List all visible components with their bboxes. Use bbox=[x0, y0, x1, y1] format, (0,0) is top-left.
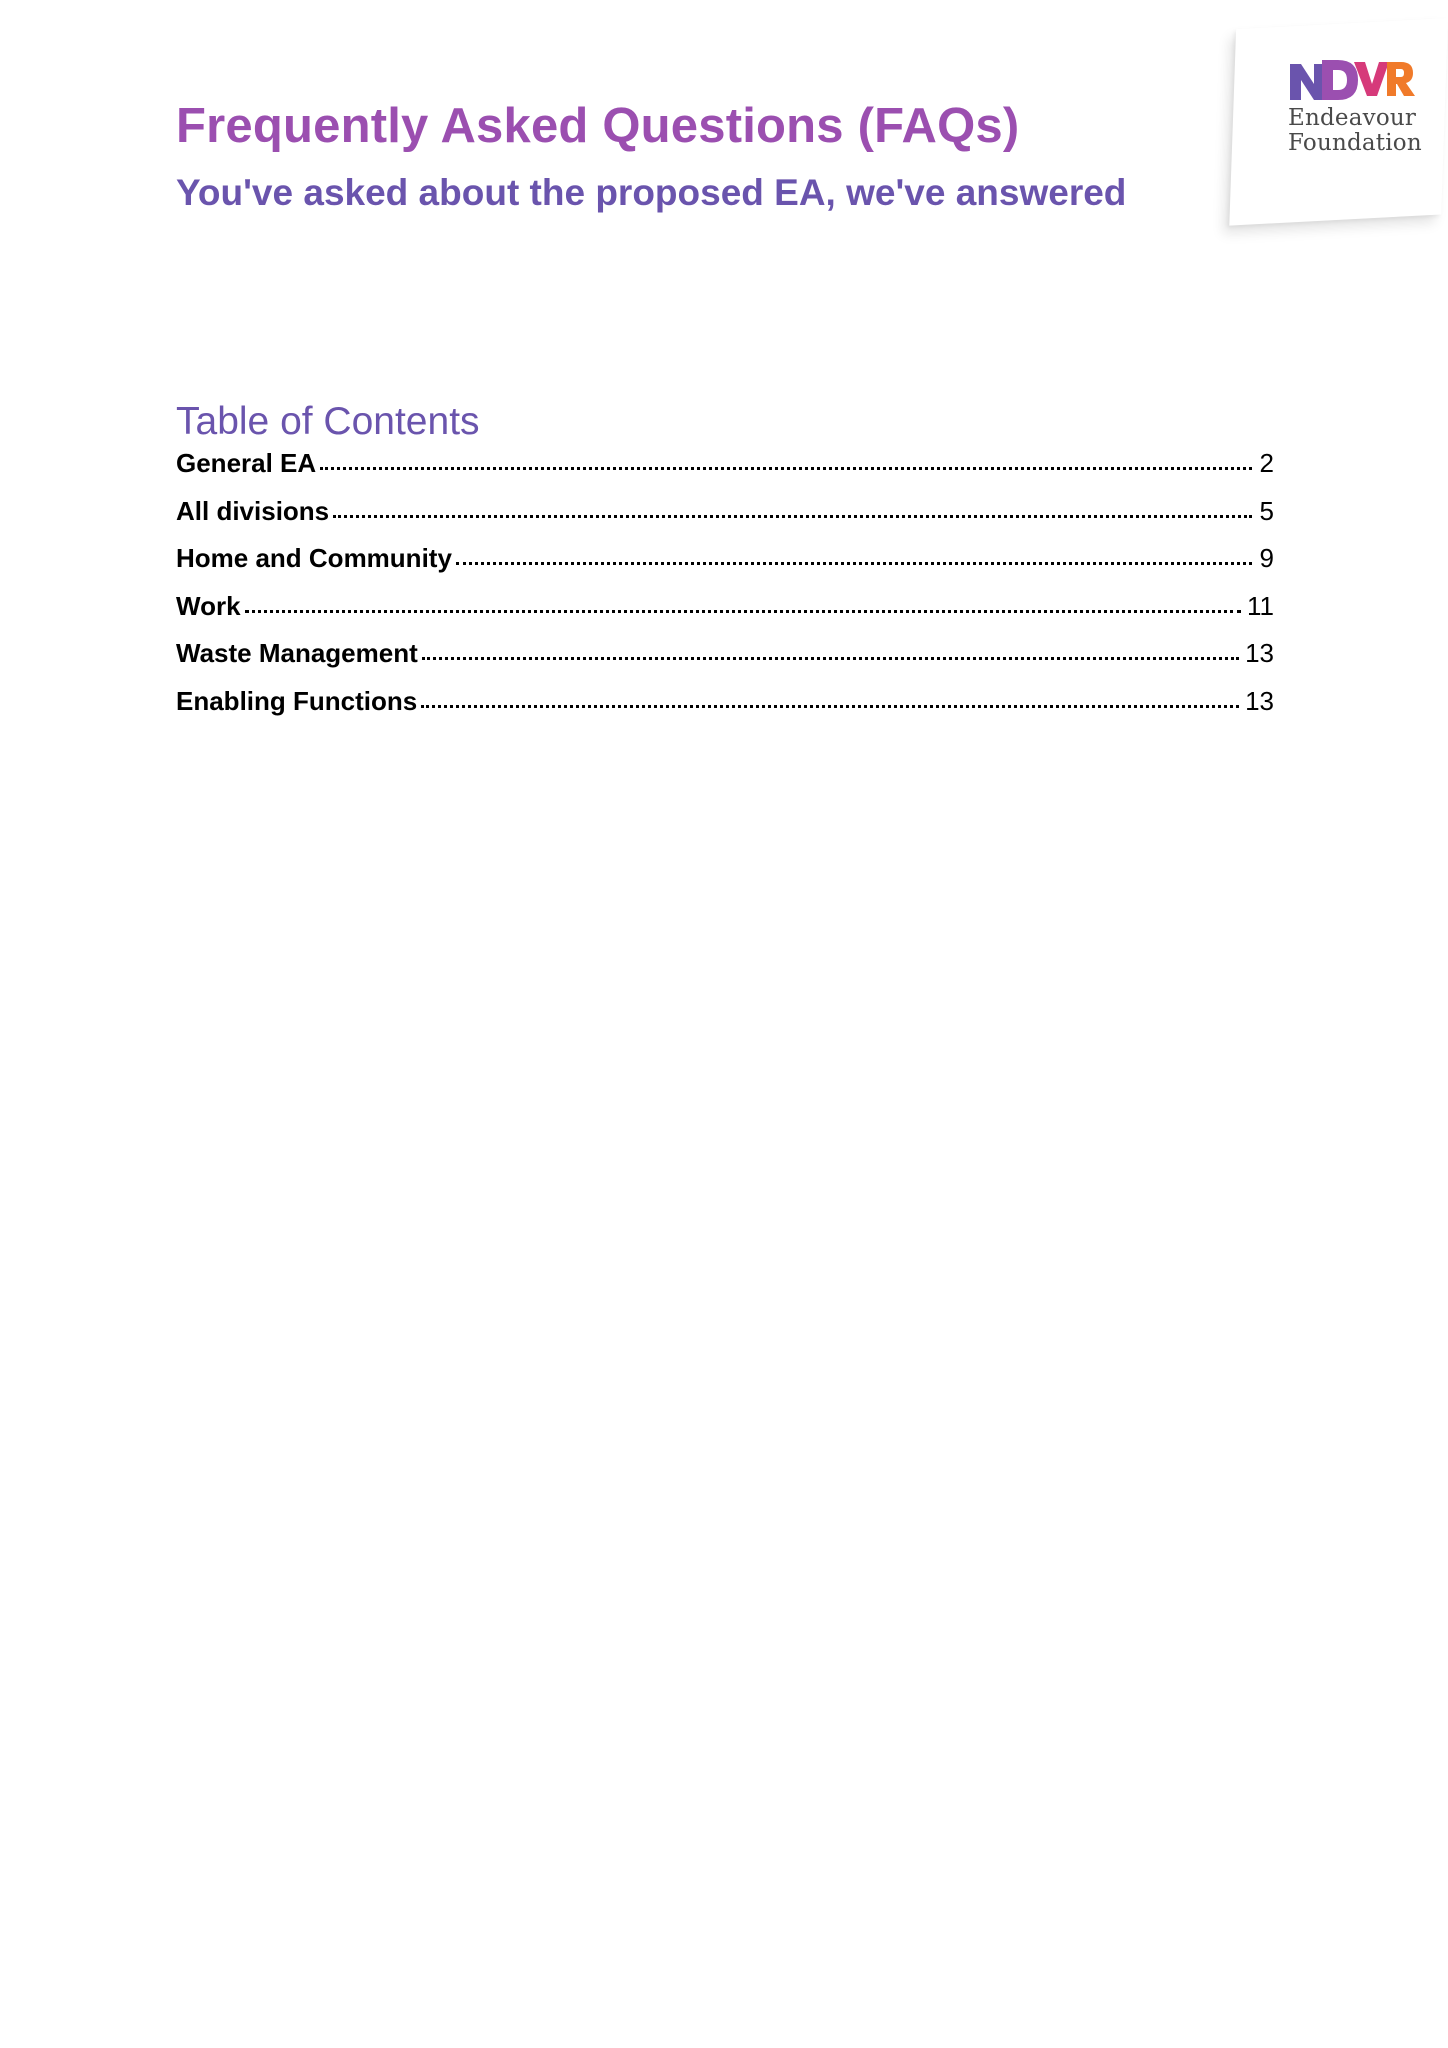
toc-dot-leader bbox=[422, 657, 1239, 660]
toc-dot-leader bbox=[320, 467, 1252, 470]
toc-entry-page: 13 bbox=[1245, 638, 1274, 669]
toc-entry-label: All divisions bbox=[176, 495, 330, 526]
toc-entry-work[interactable] bbox=[176, 591, 1274, 639]
toc-dot-leader bbox=[421, 705, 1239, 708]
toc-entry-page: 2 bbox=[1259, 448, 1274, 478]
toc-entry-label: Home and Community bbox=[176, 543, 452, 574]
logo-line-2: Foundation bbox=[1288, 130, 1422, 156]
toc-entry-page: 9 bbox=[1259, 543, 1274, 574]
toc-entry-page: 11 bbox=[1247, 590, 1274, 621]
toc-entry-home-and-community[interactable] bbox=[176, 543, 1274, 591]
toc-entry-label: Waste Management bbox=[176, 638, 418, 669]
toc-heading: Table of Contents bbox=[176, 400, 480, 443]
logo-line-1: Endeavour bbox=[1288, 105, 1417, 131]
toc-entry-page: 5 bbox=[1259, 495, 1274, 526]
ndvr-logo-icon bbox=[1288, 56, 1418, 106]
toc-entry-page: 13 bbox=[1245, 685, 1274, 716]
logo-org-name bbox=[1288, 106, 1422, 156]
toc-dot-leader bbox=[333, 515, 1252, 518]
toc-entry-all-divisions[interactable] bbox=[176, 496, 1274, 544]
document-title: Frequently Asked Questions (FAQs) bbox=[176, 99, 1020, 153]
toc-dot-leader bbox=[456, 562, 1252, 565]
toc-dot-leader bbox=[245, 610, 1241, 613]
toc-entry-waste-management[interactable] bbox=[176, 638, 1274, 686]
toc-entry-label: General EA bbox=[176, 448, 317, 478]
table-of-contents bbox=[176, 448, 1274, 734]
toc-entry-label: Enabling Functions bbox=[176, 685, 418, 716]
endeavour-foundation-logo bbox=[1288, 56, 1422, 166]
toc-entry-label: Work bbox=[176, 590, 241, 621]
toc-entry-general-ea[interactable] bbox=[176, 448, 1274, 496]
document-subtitle: You've asked about the proposed EA, we've answered bbox=[176, 172, 1127, 213]
toc-entry-enabling-functions[interactable] bbox=[176, 686, 1274, 734]
